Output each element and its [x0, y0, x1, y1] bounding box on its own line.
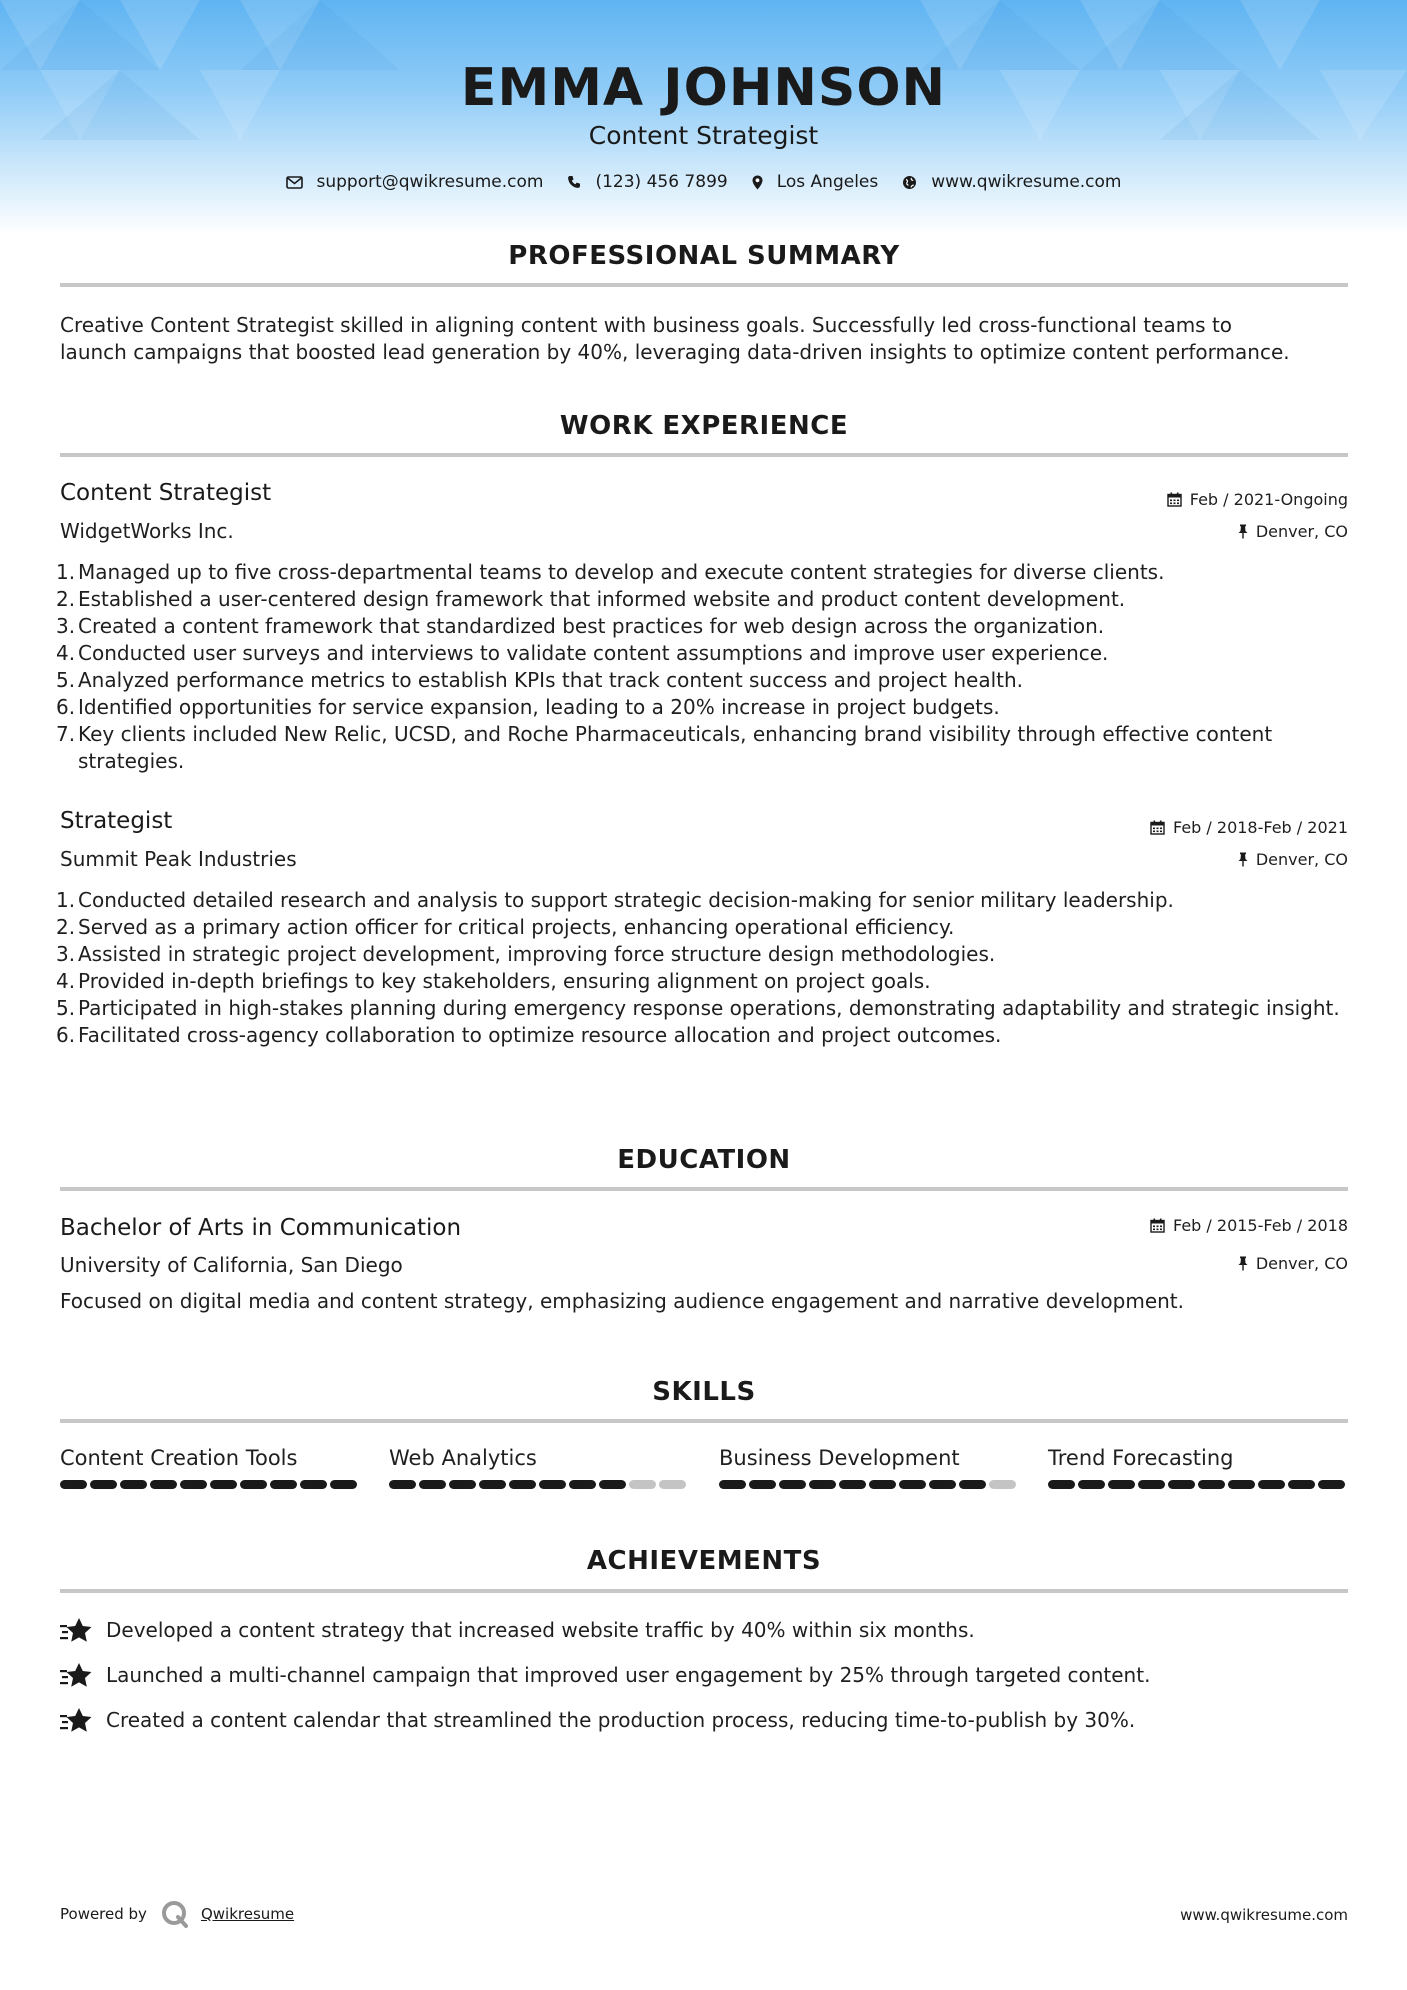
skill-segment: [1288, 1480, 1315, 1489]
list-item: 4. Conducted user surveys and interviews to validate content assumptions and improve user experience.: [56, 641, 1109, 665]
star-icon: [60, 1662, 92, 1688]
list-item: 3. Assisted in strategic project development, improving force structure design methodologies.: [56, 942, 996, 966]
skill-segment: [1168, 1480, 1195, 1489]
achievement-item: [60, 1662, 1150, 1688]
section-title-experience: WORK EXPERIENCE: [559, 411, 849, 441]
pushpin-icon: [1238, 852, 1248, 867]
job-location: [1238, 850, 1348, 869]
contact-website[interactable]: [902, 172, 1121, 192]
skill-segment: [1048, 1480, 1075, 1489]
skill-segment: [989, 1480, 1016, 1489]
resume-header: [0, 0, 1407, 235]
skill-segment: [1198, 1480, 1225, 1489]
calendar-icon: [1150, 820, 1165, 835]
job-dates: [1150, 818, 1348, 837]
dates-text: Feb / 2021-Ongoing: [1189, 490, 1348, 509]
skill-segment: [449, 1480, 476, 1489]
section-title-skills: SKILLS: [652, 1377, 756, 1407]
skill-segment: [629, 1480, 656, 1489]
skill-name: Web Analytics: [389, 1446, 537, 1470]
skill-name: Content Creation Tools: [60, 1446, 298, 1470]
list-item: 2. Served as a primary action officer for critical projects, enhancing operational efficiency.: [56, 915, 955, 939]
skill-segment: [419, 1480, 446, 1489]
skill-segment: [1228, 1480, 1255, 1489]
globe-icon: [902, 175, 917, 190]
skill-level-bar: [389, 1480, 689, 1489]
skill-level-bar: [719, 1480, 1019, 1489]
pushpin-icon: [1238, 524, 1248, 539]
job-title: Strategist: [60, 808, 173, 834]
achievement-text: Launched a multi-channel campaign that improved user engagement by 25% through targeted content.: [106, 1663, 1151, 1687]
skill-segment: [300, 1480, 327, 1489]
skill-segment: [1318, 1480, 1345, 1489]
education-dates: [1150, 1216, 1348, 1235]
skill-segment: [839, 1480, 866, 1489]
skill-item: [60, 1446, 360, 1489]
website-text: www.qwikresume.com: [931, 172, 1122, 192]
skill-segment: [929, 1480, 956, 1489]
skill-level-bar: [60, 1480, 360, 1489]
skill-segment: [539, 1480, 566, 1489]
powered-by-label: Powered by: [60, 1905, 147, 1923]
skill-name: Business Development: [719, 1446, 960, 1470]
skill-segment: [60, 1480, 87, 1489]
star-icon: [60, 1707, 92, 1733]
job-title: Content Strategist: [60, 480, 272, 506]
list-item: 1. Conducted detailed research and analysis to support strategic decision-making for senior military leadership.: [56, 888, 1174, 912]
achievement-text: Developed a content strategy that increased website traffic by 40% within six months.: [106, 1618, 975, 1642]
section-divider: [60, 453, 1348, 457]
skill-segment: [719, 1480, 746, 1489]
skill-segment: [330, 1480, 357, 1489]
skill-segment: [1258, 1480, 1285, 1489]
location-text: Denver, CO: [1255, 1254, 1348, 1273]
skill-segment: [270, 1480, 297, 1489]
achievement-text: Created a content calendar that streamlined the production process, reducing time-to-publish by 30%.: [106, 1708, 1136, 1732]
location-text: Denver, CO: [1255, 522, 1348, 541]
candidate-name: EMMA JOHNSON: [460, 58, 947, 118]
degree-title: Bachelor of Arts in Communication: [60, 1215, 462, 1241]
brand-link[interactable]: Qwikresume: [200, 1905, 295, 1923]
job-location: [1238, 522, 1348, 541]
job-duties-list: [56, 887, 1360, 1049]
skill-segment: [869, 1480, 896, 1489]
skill-segment: [959, 1480, 986, 1489]
map-pin-icon: [752, 175, 763, 190]
skill-segment: [1078, 1480, 1105, 1489]
summary-line: Creative Content Strategist skilled in aligning content with business goals. Successfully led cross-functional teams to: [60, 313, 1233, 337]
skill-level-bar: [1048, 1480, 1348, 1489]
contact-email[interactable]: [286, 172, 544, 192]
education-location: [1238, 1254, 1348, 1273]
section-divider: [60, 1187, 1348, 1191]
section-divider: [60, 1419, 1348, 1423]
job-duties-list: [56, 559, 1360, 775]
education-description: Focused on digital media and content strategy, emphasizing audience engagement and narrative development.: [60, 1289, 1185, 1313]
skill-segment: [389, 1480, 416, 1489]
summary-text: [60, 312, 1360, 366]
skill-segment: [210, 1480, 237, 1489]
skill-segment: [659, 1480, 686, 1489]
dates-text: Feb / 2018-Feb / 2021: [1173, 818, 1348, 837]
skill-segment: [899, 1480, 926, 1489]
contact-phone[interactable]: [567, 172, 727, 192]
school-name: University of California, San Diego: [60, 1253, 403, 1277]
section-title-summary: PROFESSIONAL SUMMARY: [508, 241, 900, 271]
company-name: WidgetWorks Inc.: [60, 519, 234, 543]
skill-segment: [90, 1480, 117, 1489]
calendar-icon: [1167, 492, 1182, 507]
location-text: Denver, CO: [1255, 850, 1348, 869]
section-divider: [60, 1589, 1348, 1593]
skill-segment: [120, 1480, 147, 1489]
list-item: 4. Provided in-depth briefings to key stakeholders, ensuring alignment on project goals.: [56, 969, 931, 993]
phone-icon: [567, 175, 581, 189]
section-divider: [60, 283, 1348, 287]
job-dates: [1167, 490, 1348, 509]
dates-text: Feb / 2015-Feb / 2018: [1173, 1216, 1348, 1235]
contact-location: [752, 172, 879, 192]
skill-segment: [150, 1480, 177, 1489]
phone-text: (123) 456 7899: [595, 172, 728, 192]
skill-name: Trend Forecasting: [1048, 1446, 1234, 1470]
skill-item: [1048, 1446, 1348, 1489]
list-item: 7. Key clients included New Relic, UCSD, and Roche Pharmaceuticals, enhancing brand visibility through effective content strategies.: [56, 722, 1273, 773]
pushpin-icon: [1238, 1256, 1248, 1271]
skill-segment: [1108, 1480, 1135, 1489]
skill-segment: [809, 1480, 836, 1489]
achievement-item: [60, 1617, 975, 1643]
star-icon: [60, 1617, 92, 1643]
skill-item: [389, 1446, 689, 1489]
skill-item: [719, 1446, 1019, 1489]
location-text: Los Angeles: [776, 172, 879, 192]
skill-segment: [180, 1480, 207, 1489]
list-item: 5. Participated in high-stakes planning during emergency response operations, demonstrating adaptability and strategic insight.: [56, 996, 1340, 1020]
section-title-education: EDUCATION: [617, 1145, 791, 1175]
envelope-icon: [286, 176, 303, 189]
skill-segment: [749, 1480, 776, 1489]
list-item: 1. Managed up to five cross-departmental teams to develop and execute content strategies for diverse clients.: [56, 560, 1165, 584]
contact-bar: [0, 172, 1407, 192]
skill-segment: [779, 1480, 806, 1489]
section-title-achievements: ACHIEVEMENTS: [586, 1546, 822, 1576]
qwikresume-logo-icon: [161, 1900, 189, 1928]
email-text: support@qwikresume.com: [316, 172, 544, 192]
achievement-item: [60, 1707, 1135, 1733]
skill-segment: [479, 1480, 506, 1489]
skill-segment: [509, 1480, 536, 1489]
skill-segment: [569, 1480, 596, 1489]
skill-segment: [1138, 1480, 1165, 1489]
list-item: 6. Facilitated cross-agency collaboration to optimize resource allocation and project outcomes.: [56, 1023, 1002, 1047]
candidate-title: Content Strategist: [588, 121, 819, 150]
footer-website[interactable]: www.qwikresume.com: [1180, 1906, 1348, 1924]
list-item: 5. Analyzed performance metrics to establish KPIs that track content success and project health.: [56, 668, 1024, 692]
list-item: 6. Identified opportunities for service expansion, leading to a 20% increase in project budgets.: [56, 695, 1000, 719]
list-item: 2. Established a user-centered design framework that informed website and product content development.: [56, 587, 1126, 611]
company-name: Summit Peak Industries: [60, 847, 297, 871]
list-item: 3. Created a content framework that standardized best practices for web design across the organization.: [56, 614, 1105, 638]
footer-powered-by: [60, 1900, 294, 1928]
summary-line: launch campaigns that boosted lead generation by 40%, leveraging data-driven insights to optimize content performance.: [60, 340, 1290, 364]
calendar-icon: [1150, 1218, 1165, 1233]
skill-segment: [599, 1480, 626, 1489]
skill-segment: [240, 1480, 267, 1489]
